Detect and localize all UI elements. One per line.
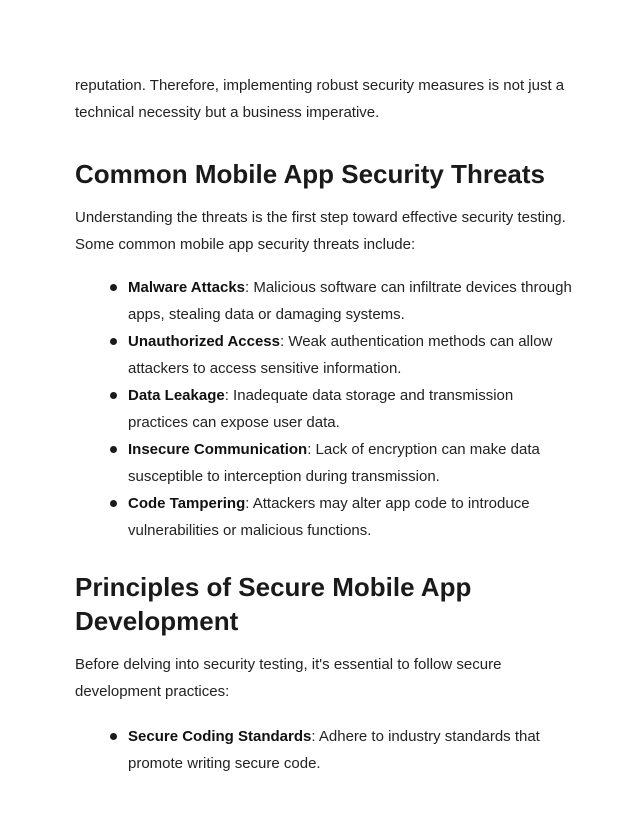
threat-term: Code Tampering <box>128 495 246 512</box>
bullet-icon <box>110 392 117 399</box>
bullet-icon <box>110 338 117 345</box>
threat-description: : Weak authentication methods can allow attackers to access sensitive information. <box>128 333 553 377</box>
threats-list <box>75 274 575 544</box>
threat-description: : Attackers may alter app code to introduce vulnerabilities or malicious functions. <box>128 495 530 539</box>
list-item <box>75 723 575 777</box>
threats-lead-paragraph: Understanding the threats is the first step toward effective security testing. Some common mobile app security threats include: <box>75 209 566 253</box>
threat-term: Data Leakage <box>128 387 225 404</box>
principles-lead-paragraph: Before delving into security testing, it's essential to follow secure development practices: <box>75 656 502 700</box>
list-item <box>75 490 575 544</box>
bullet-icon <box>110 446 117 453</box>
principles-heading: Principles of Secure Mobile App Development <box>75 572 472 636</box>
bullet-icon <box>110 284 117 291</box>
threat-description: : Lack of encryption can make data susceptible to interception during transmission. <box>128 441 540 485</box>
list-item <box>75 328 575 382</box>
threat-term: Unauthorized Access <box>128 333 280 350</box>
document-page <box>75 72 575 777</box>
threat-term: Insecure Communication <box>128 441 308 458</box>
threat-description: : Malicious software can infiltrate devices through apps, stealing data or damaging systems. <box>128 279 572 323</box>
principle-description: : Adhere to industry standards that promote writing secure code. <box>128 728 540 772</box>
principle-term: Secure Coding Standards <box>128 728 312 745</box>
bullet-icon <box>110 500 117 507</box>
threat-term: Malware Attacks <box>128 279 245 296</box>
threat-description: : Inadequate data storage and transmission practices can expose user data. <box>128 387 514 431</box>
list-item <box>75 382 575 436</box>
bullet-icon <box>110 733 117 740</box>
principles-list <box>75 723 575 777</box>
intro-paragraph: reputation. Therefore, implementing robust security measures is not just a technical necessity but a business imperative. <box>75 77 565 121</box>
list-item <box>75 274 575 328</box>
list-item <box>75 436 575 490</box>
threats-heading: Common Mobile App Security Threats <box>75 159 545 189</box>
